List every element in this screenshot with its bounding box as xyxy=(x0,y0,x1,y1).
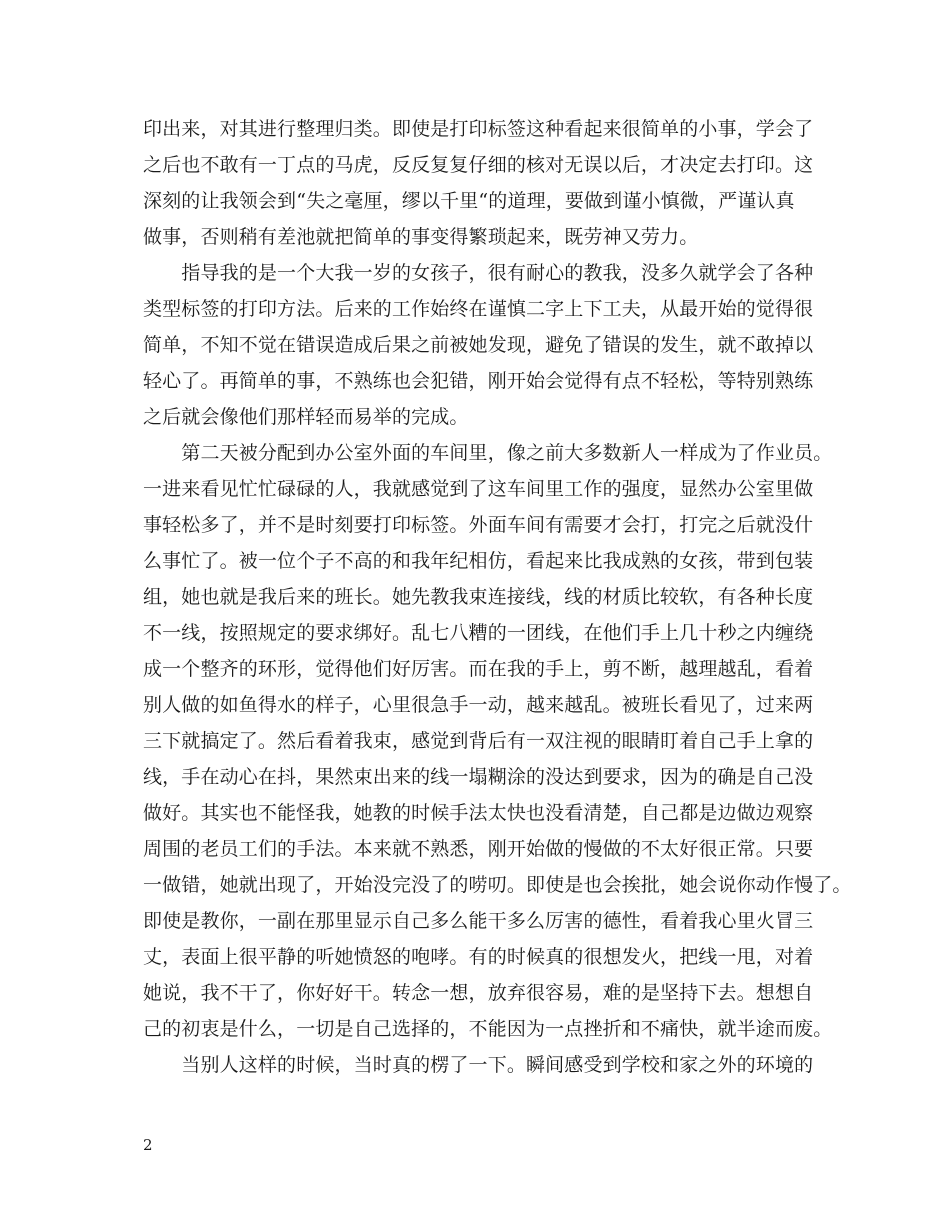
text-line: 不一线，按照规定的要求绑好。乱七八糟的一团线，在他们手上几十秒之内缠绕 xyxy=(143,622,814,644)
text-line: 成一个整齐的环形，觉得他们好厉害。而在我的手上，剪不断，越理越乱，看着 xyxy=(143,658,814,680)
text-line: 己的初衷是什么，一切是自己选择的，不能因为一点挫折和不痛快，就半途而废。 xyxy=(143,1018,833,1040)
text-line: 深刻的让我领会到“失之毫厘，缪以千里“的道理，要做到谨小慎微，严谨认真 xyxy=(143,190,795,212)
text-line: 一做错，她就出现了，开始没完没了的唠叨。即使是也会挨批，她会说你动作慢了。 xyxy=(143,874,852,896)
text-line: 当别人这样的时候，当时真的楞了一下。瞬间感受到学校和家之外的环境的 xyxy=(143,1054,814,1076)
text-line: 之后也不敢有一丁点的马虎，反反复复仔细的核对无误以后，才决定去打印。这 xyxy=(143,154,814,176)
text-line: 即使是教你，一副在那里显示自己多么能干多么厉害的德性，看着我心里火冒三 xyxy=(143,910,814,932)
text-line: 印出来，对其进行整理归类。即使是打印标签这种看起来很简单的小事，学会了 xyxy=(143,118,814,140)
text-line: 周围的老员工们的手法。本来就不熟悉，刚开始做的慢做的不太好很正常。只要 xyxy=(143,838,814,860)
text-line: 指导我的是一个大我一岁的女孩子，很有耐心的教我，没多久就学会了各种 xyxy=(143,262,814,284)
text-line: 做事，否则稍有差池就把简单的事变得繁琐起来，既劳神又劳力。 xyxy=(143,226,699,248)
text-line: 做好。其实也不能怪我，她教的时候手法太快也没看清楚，自己都是边做边观察 xyxy=(143,802,814,824)
page-number: 2 xyxy=(143,1136,153,1154)
text-line: 第二天被分配到办公室外面的车间里，像之前大多数新人一样成为了作业员。 xyxy=(143,442,833,464)
text-line: 类型标签的打印方法。后来的工作始终在谨慎二字上下工夫，从最开始的觉得很 xyxy=(143,298,814,320)
text-line: 简单，不知不觉在错误造成后果之前被她发现，避免了错误的发生，就不敢掉以 xyxy=(143,334,814,356)
text-line: 之后就会像他们那样轻而易举的完成。 xyxy=(143,406,469,428)
text-line: 三下就搞定了。然后看着我束，感觉到背后有一双注视的眼睛盯着自己手上拿的 xyxy=(143,730,814,752)
text-line: 么事忙了。被一位个子不高的和我年纪相仿，看起来比我成熟的女孩，带到包装 xyxy=(143,550,814,572)
text-line: 丈，表面上很平静的听她愤怒的咆哮。有的时候真的很想发火，把线一甩，对着 xyxy=(143,946,814,968)
text-line: 事轻松多了，并不是时刻要打印标签。外面车间有需要才会打，打完之后就没什 xyxy=(143,514,814,536)
text-line: 线，手在动心在抖，果然束出来的线一塌糊涂的没达到要求，因为的确是自己没 xyxy=(143,766,814,788)
text-line: 她说，我不干了，你好好干。转念一想，放弃很容易，难的是坚持下去。想想自 xyxy=(143,982,814,1004)
text-line: 轻心了。再简单的事，不熟练也会犯错，刚开始会觉得有点不轻松，等特别熟练 xyxy=(143,370,814,392)
text-line: 组，她也就是我后来的班长。她先教我束连接线，线的材质比较软，有各种长度 xyxy=(143,586,814,608)
text-line: 别人做的如鱼得水的样子，心里很急手一动，越来越乱。被班长看见了，过来两 xyxy=(143,694,814,716)
text-line: 一进来看见忙忙碌碌的人，我就感觉到了这车间里工作的强度，显然办公室里做 xyxy=(143,478,814,500)
